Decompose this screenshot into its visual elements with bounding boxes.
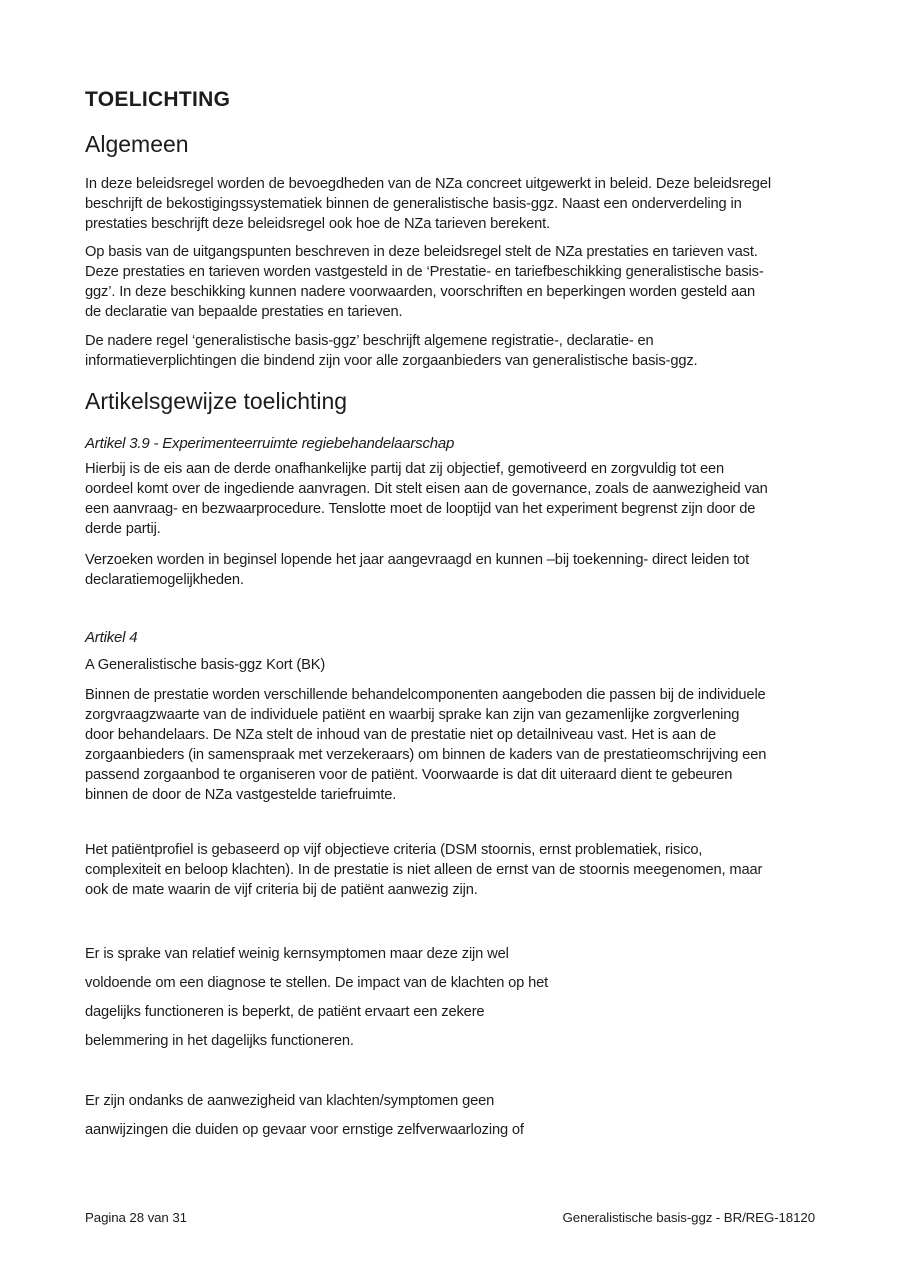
text-line: Het patiëntprofiel is gebaseerd op vijf objectieve criteria (DSM stoornis, ernst problematiek, risico, [85, 842, 703, 858]
text-line: Op basis van de uitgangspunten beschreven in deze beleidsregel stelt de NZa prestaties en tarieven vast. [85, 244, 758, 260]
text-line: Algemeen [85, 131, 189, 157]
text-line: derde partij. [85, 521, 161, 537]
page-title [85, 87, 830, 113]
text-line: Deze prestaties en tarieven worden vastgesteld in de ‘Prestatie- en tariefbeschikking generalistische basis- [85, 264, 764, 280]
text-line: passend zorgaanbod te organiseren voor de patiënt. Voorwaarde is dat dit uiteraard dient te gebeuren [85, 767, 733, 783]
text-line: binnen de door de NZa vastgestelde tariefruimte. [85, 787, 397, 803]
section-heading-algemeen [85, 128, 830, 160]
text-line: zorgvraagzwaarte van de individuele patiënt en waarbij sprake kan zijn van gezamenlijke zorgverlening [85, 707, 740, 723]
text-line: ook de mate waarin de vijf criteria bij de patiënt aanwezig zijn. [85, 882, 478, 898]
paragraph-binnen-de-prestatie [85, 685, 830, 805]
text-line: TOELICHTING [85, 88, 231, 111]
text-line: oordeel komt over de ingediende aanvragen. Dit stelt eisen aan de governance, zoals de aanwezigheid van [85, 481, 768, 497]
text-line: zorgaanbieders (in samenspraak met verzekeraars) om binnen de kaders van de prestatieomschrijving een [85, 747, 767, 763]
paragraph-bk-label [85, 655, 830, 675]
text-line: beschrijft de bekostigingssystematiek binnen de generalistische basis-ggz. Naast een onderverdeling in [85, 196, 742, 212]
text-line: Verzoeken worden in beginsel lopende het jaar aangevraagd en kunnen –bij toekenning- direct leiden tot [85, 552, 750, 568]
text-line: Artikelsgewijze toelichting [85, 388, 348, 414]
paragraph-verzoeken [85, 550, 830, 590]
paragraph-kernsymptomen [85, 940, 830, 1056]
text-line: dagelijks functioneren is beperkt, de patiënt ervaart een zekere [85, 1004, 485, 1020]
paragraph-patientprofiel [85, 840, 830, 900]
text-line: complexiteit en beloop klachten). In de prestatie is niet alleen de ernst van de stoornis meegenomen, maar [85, 862, 763, 878]
text-line: belemmering in het dagelijks functioneren. [85, 1033, 354, 1049]
text-line: prestaties beschrijft deze beleidsregel ook hoe de NZa tarieven berekent. [85, 216, 551, 232]
text-line: In deze beleidsregel worden de bevoegdheden van de NZa concreet uitgewerkt in beleid. Deze beleidsregel [85, 176, 771, 192]
text-line: informatieverplichtingen die bindend zijn voor alle zorgaanbieders van generalistische basis-ggz. [85, 353, 698, 369]
text-line: De nadere regel ‘generalistische basis-ggz’ beschrijft algemene registratie-, declaratie- en [85, 333, 654, 349]
paragraph-uitgangspunten [85, 242, 830, 322]
text-line: Artikel 4 [85, 629, 138, 646]
text-line: Binnen de prestatie worden verschillende behandelcomponenten aangeboden die passen bij de individuele [85, 687, 766, 703]
section-heading-artikelsgewijze-toelichting [85, 385, 830, 417]
footer-page-number: Pagina 28 van 31 [85, 1210, 187, 1225]
footer-document-reference: Generalistische basis-ggz - BR/REG-18120 [562, 1210, 815, 1225]
text-line: ggz’. In deze beschikking kunnen nadere voorwaarden, voorschriften en beperkingen worden gesteld aan [85, 284, 756, 300]
text-line: aanwijzingen die duiden op gevaar voor ernstige zelfverwaarlozing of [85, 1122, 524, 1138]
text-line: Er is sprake van relatief weinig kernsymptomen maar deze zijn wel [85, 946, 509, 962]
text-line: Artikel 3.9 - Experimenteerruimte regiebehandelaarschap [85, 435, 455, 452]
text-line: Er zijn ondanks de aanwezigheid van klachten/symptomen geen [85, 1093, 495, 1109]
text-line: A Generalistische basis-ggz Kort (BK) [85, 657, 326, 673]
text-line: de declaratie van bepaalde prestaties en tarieven. [85, 304, 403, 320]
paragraph-derde-partij [85, 459, 830, 539]
text-line: een aanvraag- en bezwaarprocedure. Tenslotte moet de looptijd van het experiment begrenst zijn door de [85, 501, 756, 517]
paragraph-geen-gevaar [85, 1087, 830, 1145]
paragraph-nadere-regel [85, 331, 830, 371]
page-footer [85, 1208, 815, 1228]
text-line: Hierbij is de eis aan de derde onafhankelijke partij dat zij objectief, gemotiveerd en zorgvuldig tot een [85, 461, 725, 477]
text-line: declaratiemogelijkheden. [85, 572, 244, 588]
text-line: voldoende om een diagnose te stellen. De impact van de klachten op het [85, 975, 549, 991]
text-line: door behandelaars. De NZa stelt de inhoud van de prestatie niet op detailniveau vast. Het is aan de [85, 727, 716, 743]
article-heading-3-9 [85, 434, 830, 454]
paragraph-beleidsregel-bevoegdheden [85, 174, 830, 234]
article-heading-4 [85, 628, 830, 648]
document-content [85, 0, 830, 1145]
